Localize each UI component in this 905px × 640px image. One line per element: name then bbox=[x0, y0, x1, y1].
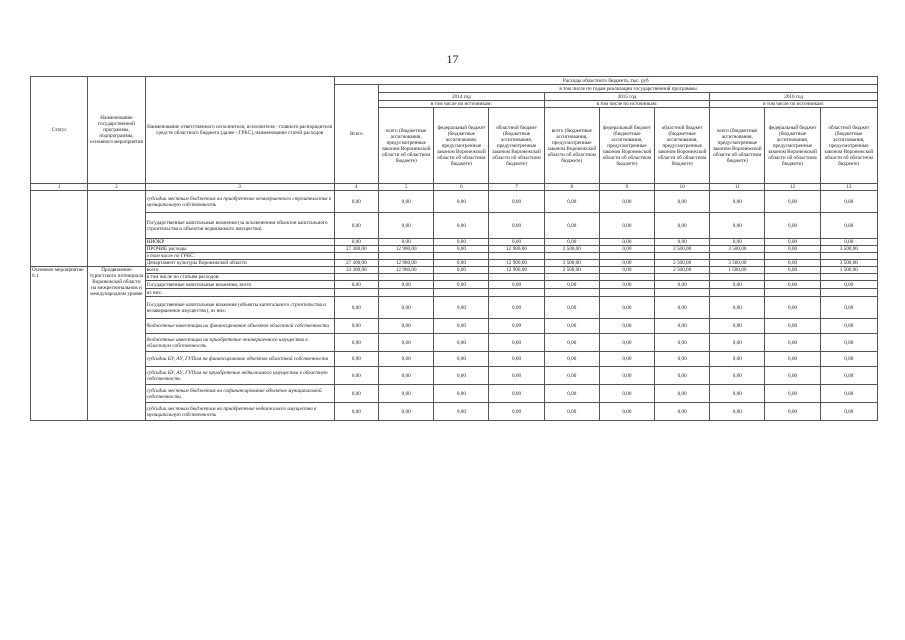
value-cell: 0,00 bbox=[765, 239, 820, 246]
value-cell: 0,00 bbox=[544, 213, 599, 239]
value-cell: 0,00 bbox=[434, 267, 489, 274]
row-label: бюджетные инвестиции на приобретение незавершенного имущества в областную собственность bbox=[145, 334, 334, 352]
value-cell: 0,00 bbox=[710, 297, 765, 319]
status-cell-empty bbox=[31, 191, 88, 267]
table-row bbox=[31, 191, 878, 213]
column-number: 4 bbox=[334, 184, 379, 191]
value-cell: 0,00 bbox=[820, 352, 877, 367]
value-cell bbox=[544, 253, 599, 260]
column-number: 1 bbox=[31, 184, 88, 191]
value-cell: 0,00 bbox=[544, 319, 599, 334]
header-program-name: Наименование государственной программы, подпрограммы, основного мероприятия bbox=[88, 77, 145, 184]
value-cell: 0,00 bbox=[544, 191, 599, 213]
header-year-2014: 2014 год bbox=[379, 93, 545, 101]
value-cell: 0,00 bbox=[379, 352, 434, 367]
value-cell bbox=[379, 253, 434, 260]
value-cell: 27 300,00 bbox=[334, 260, 379, 267]
value-cell: 0,00 bbox=[379, 319, 434, 334]
value-cell: 0,00 bbox=[334, 191, 379, 213]
value-cell: 0,00 bbox=[820, 403, 877, 421]
value-cell: 0,00 bbox=[489, 385, 544, 403]
value-cell: 0,00 bbox=[379, 281, 434, 289]
value-cell: 0,00 bbox=[434, 213, 489, 239]
header-sources-label: в том числе по источникам: bbox=[544, 101, 710, 108]
header-year-2016: 2016 год bbox=[710, 93, 878, 101]
value-cell: 0,00 bbox=[710, 213, 765, 239]
value-cell: 0,00 bbox=[489, 367, 544, 385]
value-cell: 0,00 bbox=[655, 213, 710, 239]
value-cell: 12 900,00 bbox=[379, 260, 434, 267]
value-cell: 0,00 bbox=[599, 385, 654, 403]
value-cell: 0,00 bbox=[765, 334, 820, 352]
column-number: 11 bbox=[710, 184, 765, 191]
value-cell: 0,00 bbox=[334, 297, 379, 319]
value-cell bbox=[765, 253, 820, 260]
value-cell bbox=[710, 289, 765, 297]
value-cell: 0,00 bbox=[434, 239, 489, 246]
value-cell: 0,00 bbox=[765, 213, 820, 239]
value-cell bbox=[334, 289, 379, 297]
value-cell: 0,00 bbox=[655, 334, 710, 352]
value-cell: 0,00 bbox=[334, 213, 379, 239]
column-number: 13 bbox=[820, 184, 877, 191]
row-label: Государственные капитальные вложения (за исключением объектов капитального строительства и объектов недвижимого имущества) bbox=[145, 213, 334, 239]
value-cell bbox=[489, 289, 544, 297]
value-cell bbox=[655, 289, 710, 297]
table-row bbox=[31, 281, 878, 289]
table-row bbox=[31, 239, 878, 246]
value-cell bbox=[434, 253, 489, 260]
value-cell: 0,00 bbox=[599, 367, 654, 385]
header-executor: Наименование ответственного исполнителя, исполнителя - главного распорядителя средств областного бюджета (далее - ГРБС), наименование статей расходов bbox=[145, 77, 334, 184]
value-cell: 0,00 bbox=[379, 297, 434, 319]
value-cell: 0,00 bbox=[820, 297, 877, 319]
value-cell: 0,00 bbox=[489, 297, 544, 319]
value-cell bbox=[379, 289, 434, 297]
value-cell bbox=[379, 274, 434, 281]
value-cell: 0,00 bbox=[334, 281, 379, 289]
table-row bbox=[31, 246, 878, 253]
header-sources-label: в том числе по источникам: bbox=[710, 101, 878, 108]
value-cell bbox=[710, 253, 765, 260]
value-cell bbox=[434, 274, 489, 281]
value-cell: 0,00 bbox=[710, 239, 765, 246]
value-cell: 0,00 bbox=[544, 352, 599, 367]
column-number: 7 bbox=[489, 184, 544, 191]
value-cell: 2 500,00 bbox=[655, 260, 710, 267]
value-cell: 0,00 bbox=[434, 403, 489, 421]
value-cell: 0,00 bbox=[765, 367, 820, 385]
column-number: 5 bbox=[379, 184, 434, 191]
value-cell: 0,00 bbox=[334, 403, 379, 421]
value-cell bbox=[599, 289, 654, 297]
column-number-row bbox=[31, 184, 878, 191]
value-cell: 0,00 bbox=[489, 319, 544, 334]
value-cell: 0,00 bbox=[820, 319, 877, 334]
value-cell: 1 500,00 bbox=[710, 267, 765, 274]
table-row bbox=[31, 213, 878, 239]
value-cell: 0,00 bbox=[710, 281, 765, 289]
column-number: 12 bbox=[765, 184, 820, 191]
value-cell bbox=[765, 289, 820, 297]
value-cell: 1 500,00 bbox=[820, 267, 877, 274]
value-cell: 0,00 bbox=[710, 352, 765, 367]
value-cell: 2 500,00 bbox=[544, 267, 599, 274]
main-event-status: Основное мероприятие 6.1 bbox=[31, 267, 88, 421]
value-cell: 0,00 bbox=[334, 239, 379, 246]
value-cell: 0,00 bbox=[434, 334, 489, 352]
value-cell: 0,00 bbox=[434, 367, 489, 385]
table-row bbox=[31, 319, 878, 334]
column-number: 9 bbox=[599, 184, 654, 191]
header-total-desc-2016: всего (бюджетные ассигнования, предусмотренные законом Воронежской области об областном бюджете) bbox=[710, 108, 765, 184]
value-cell: 0,00 bbox=[655, 297, 710, 319]
row-label: Департамент культуры Воронежской области bbox=[145, 260, 334, 267]
value-cell: 0,00 bbox=[544, 334, 599, 352]
value-cell: 0,00 bbox=[820, 281, 877, 289]
value-cell: 0,00 bbox=[710, 334, 765, 352]
table-row bbox=[31, 289, 878, 297]
value-cell: 0,00 bbox=[544, 297, 599, 319]
value-cell: 0,00 bbox=[434, 191, 489, 213]
value-cell bbox=[820, 274, 877, 281]
row-label: Государственные капитальные вложения, всего bbox=[145, 281, 334, 289]
value-cell: 0,00 bbox=[379, 367, 434, 385]
value-cell: 0,00 bbox=[655, 367, 710, 385]
row-label: бюджетные инвестиции на финансирование объектов областной собственности bbox=[145, 319, 334, 334]
value-cell bbox=[820, 253, 877, 260]
value-cell: 0,00 bbox=[334, 367, 379, 385]
budget-table bbox=[30, 76, 878, 421]
value-cell: 0,00 bbox=[655, 352, 710, 367]
row-label: субсидии местным бюджетам на приобретение незавершенного строительства в муниципальную собственность bbox=[145, 191, 334, 213]
value-cell: 0,00 bbox=[599, 334, 654, 352]
value-cell: 0,00 bbox=[434, 352, 489, 367]
value-cell bbox=[599, 274, 654, 281]
header-regional-desc-2016: областной бюджет (бюджетные ассигнования, предусмотренные законом Воронежской области об областном бюджете) bbox=[820, 108, 877, 184]
value-cell: 27 300,00 bbox=[334, 246, 379, 253]
value-cell bbox=[334, 274, 379, 281]
table-row bbox=[31, 253, 878, 260]
row-label: субсидии местным бюджетам на софинансирование объектов муниципальной собственности bbox=[145, 385, 334, 403]
value-cell: 12 900,00 bbox=[379, 267, 434, 274]
value-cell bbox=[765, 274, 820, 281]
row-label: субсидии БУ, АУ, ГУПам на приобретение недвижимого имущества в областную собственность bbox=[145, 367, 334, 385]
table-row bbox=[31, 260, 878, 267]
table-row bbox=[31, 403, 878, 421]
header-year-2015: 2015 год bbox=[544, 93, 710, 101]
row-label: субсидии БУ, АУ, ГУПам на финансирование объектов областной собственности bbox=[145, 352, 334, 367]
value-cell: 0,00 bbox=[379, 334, 434, 352]
value-cell: 3 500,00 bbox=[820, 246, 877, 253]
value-cell: 0,00 bbox=[334, 385, 379, 403]
value-cell bbox=[599, 253, 654, 260]
value-cell: 2 500,00 bbox=[655, 267, 710, 274]
value-cell bbox=[544, 289, 599, 297]
value-cell: 0,00 bbox=[710, 191, 765, 213]
value-cell bbox=[710, 274, 765, 281]
value-cell: 0,00 bbox=[434, 246, 489, 253]
header-status: Статус bbox=[31, 77, 88, 184]
value-cell: 0,00 bbox=[434, 281, 489, 289]
value-cell: 0,00 bbox=[434, 319, 489, 334]
value-cell: 0,00 bbox=[334, 352, 379, 367]
value-cell: 0,00 bbox=[820, 385, 877, 403]
value-cell: 0,00 bbox=[379, 213, 434, 239]
value-cell: 3 500,00 bbox=[710, 246, 765, 253]
row-label: всего bbox=[145, 267, 334, 274]
value-cell: 3 500,00 bbox=[710, 260, 765, 267]
value-cell: 0,00 bbox=[655, 403, 710, 421]
header-total-desc-2015: всего (бюджетные ассигнования, предусмотренные законом Воронежской области об областном бюджете) bbox=[544, 108, 599, 184]
value-cell: 0,00 bbox=[655, 281, 710, 289]
value-cell: 0,00 bbox=[434, 297, 489, 319]
value-cell: 0,00 bbox=[765, 191, 820, 213]
value-cell: 2 500,00 bbox=[655, 246, 710, 253]
row-label: из них: bbox=[145, 289, 334, 297]
header-regional-desc-2014: областной бюджет (бюджетные ассигнования, предусмотренные законом Воронежской области об областном бюджете) bbox=[489, 108, 544, 184]
value-cell: 0,00 bbox=[599, 213, 654, 239]
header-by-years: в том числе по годам реализации государственной программы bbox=[379, 85, 878, 93]
value-cell: 0,00 bbox=[599, 260, 654, 267]
value-cell: 12 900,00 bbox=[379, 246, 434, 253]
value-cell: 0,00 bbox=[334, 334, 379, 352]
value-cell: 0,00 bbox=[489, 239, 544, 246]
value-cell: 0,00 bbox=[655, 385, 710, 403]
value-cell: 0,00 bbox=[765, 260, 820, 267]
value-cell: 0,00 bbox=[765, 319, 820, 334]
value-cell: 0,00 bbox=[820, 334, 877, 352]
value-cell bbox=[655, 274, 710, 281]
column-number: 2 bbox=[88, 184, 145, 191]
row-label: НИОКР bbox=[145, 239, 334, 246]
value-cell: 0,00 bbox=[599, 239, 654, 246]
value-cell: 0,00 bbox=[599, 352, 654, 367]
value-cell: 0,00 bbox=[334, 319, 379, 334]
value-cell: 0,00 bbox=[489, 191, 544, 213]
value-cell: 0,00 bbox=[544, 239, 599, 246]
header-federal-desc-2015: федеральный бюджет (бюджетные ассигнования, предусмотренные законом Воронежской области об областном бюджете) bbox=[599, 108, 654, 184]
header-federal-desc-2014: федеральный бюджет (бюджетные ассигнования, предусмотренные законом Воронежской области об областном бюджете) bbox=[434, 108, 489, 184]
table-row bbox=[31, 367, 878, 385]
value-cell: 0,00 bbox=[599, 297, 654, 319]
value-cell: 0,00 bbox=[765, 403, 820, 421]
value-cell: 0,00 bbox=[765, 352, 820, 367]
row-label: субсидии местным бюджетам на приобретение недвижимого имущества в муниципальную собственность bbox=[145, 403, 334, 421]
value-cell: 0,00 bbox=[655, 191, 710, 213]
value-cell: 3 500,00 bbox=[820, 260, 877, 267]
value-cell bbox=[655, 253, 710, 260]
value-cell: 2 500,00 bbox=[544, 246, 599, 253]
value-cell: 12 900,00 bbox=[489, 260, 544, 267]
header-sources-label: в том числе по источникам: bbox=[379, 101, 545, 108]
value-cell: 0,00 bbox=[489, 352, 544, 367]
value-cell bbox=[544, 274, 599, 281]
page-number: 17 bbox=[446, 52, 459, 66]
value-cell: 0,00 bbox=[599, 246, 654, 253]
value-cell: 0,00 bbox=[379, 239, 434, 246]
value-cell: 0,00 bbox=[820, 213, 877, 239]
value-cell: 0,00 bbox=[710, 385, 765, 403]
header-total-desc-2014: всего (бюджетные ассигнования, предусмотренные законом Воронежской области об областном бюджете) bbox=[379, 108, 434, 184]
value-cell: 0,00 bbox=[379, 403, 434, 421]
value-cell: 0,00 bbox=[489, 403, 544, 421]
row-label: в том числе по статьям расходов: bbox=[145, 274, 334, 281]
table-row bbox=[31, 274, 878, 281]
value-cell: 12 900,00 bbox=[489, 246, 544, 253]
table-row bbox=[31, 352, 878, 367]
value-cell: 0,00 bbox=[379, 385, 434, 403]
value-cell: 0,00 bbox=[544, 367, 599, 385]
table-row bbox=[31, 334, 878, 352]
value-cell bbox=[434, 289, 489, 297]
value-cell bbox=[489, 253, 544, 260]
header-regional-desc-2015: областной бюджет (бюджетные ассигнования, предусмотренные законом Воронежской области об областном бюджете) bbox=[655, 108, 710, 184]
table-row bbox=[31, 385, 878, 403]
row-label: в том числе по ГРБС: bbox=[145, 253, 334, 260]
value-cell: 0,00 bbox=[655, 319, 710, 334]
value-cell: 0,00 bbox=[710, 403, 765, 421]
value-cell: 0,00 bbox=[820, 191, 877, 213]
value-cell: 0,00 bbox=[544, 403, 599, 421]
value-cell: 0,00 bbox=[489, 213, 544, 239]
value-cell: 0,00 bbox=[599, 191, 654, 213]
value-cell: 0,00 bbox=[544, 385, 599, 403]
column-number: 6 bbox=[434, 184, 489, 191]
value-cell: 0,00 bbox=[710, 319, 765, 334]
value-cell: 0,00 bbox=[434, 260, 489, 267]
header-total: Всего bbox=[334, 85, 379, 184]
column-number: 8 bbox=[544, 184, 599, 191]
value-cell: 12 900,00 bbox=[489, 267, 544, 274]
value-cell: 0,00 bbox=[765, 385, 820, 403]
value-cell: 0,00 bbox=[820, 367, 877, 385]
value-cell: 0,00 bbox=[710, 367, 765, 385]
row-label: Государственные капитальные вложения (объекты капитального строительства и незавершенное имущество), из них: bbox=[145, 297, 334, 319]
value-cell: 0,00 bbox=[655, 239, 710, 246]
main-event-name: Продвижение туристского потенциала Воронежской области на межрегиональном и международном уровне bbox=[88, 267, 145, 421]
value-cell bbox=[820, 289, 877, 297]
value-cell: 0,00 bbox=[434, 385, 489, 403]
value-cell bbox=[334, 253, 379, 260]
value-cell: 0,00 bbox=[599, 319, 654, 334]
table-row bbox=[31, 297, 878, 319]
value-cell: 0,00 bbox=[765, 281, 820, 289]
value-cell: 0,00 bbox=[379, 191, 434, 213]
value-cell: 0,00 bbox=[544, 281, 599, 289]
value-cell: 0,00 bbox=[765, 297, 820, 319]
value-cell bbox=[489, 274, 544, 281]
table-row bbox=[31, 267, 878, 274]
value-cell: 0,00 bbox=[599, 281, 654, 289]
value-cell: 0,00 bbox=[489, 334, 544, 352]
value-cell: 0,00 bbox=[599, 403, 654, 421]
column-number: 3 bbox=[145, 184, 334, 191]
value-cell: 2 500,00 bbox=[544, 260, 599, 267]
header-expenses-title: Расходы областного бюджета, тыс. руб bbox=[334, 77, 877, 85]
value-cell: 0,00 bbox=[599, 267, 654, 274]
value-cell: 0,00 bbox=[489, 281, 544, 289]
column-number: 10 bbox=[655, 184, 710, 191]
value-cell: 0,00 bbox=[765, 267, 820, 274]
value-cell: 33 300,00 bbox=[334, 267, 379, 274]
value-cell: 0,00 bbox=[820, 239, 877, 246]
row-label: ПРОЧИЕ расходы bbox=[145, 246, 334, 253]
name-cell-empty bbox=[88, 191, 145, 267]
value-cell: 0,00 bbox=[765, 246, 820, 253]
header-federal-desc-2016: федеральный бюджет (бюджетные ассигнования, предусмотренные законом Воронежской области об областном бюджете) bbox=[765, 108, 820, 184]
